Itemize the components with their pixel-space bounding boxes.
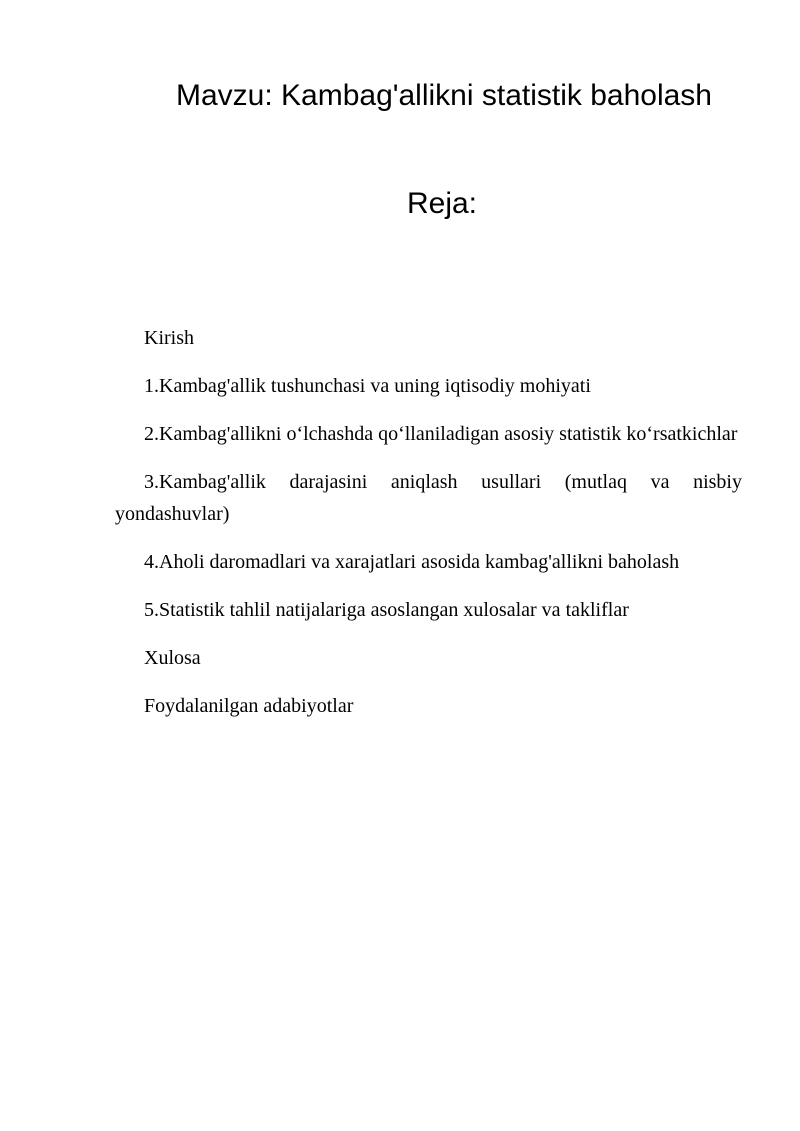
plan-item-introduction: Kirish — [144, 327, 194, 349]
plan-item-4: 4.Aholi daromadlari va xarajatlari asosida kambag'allikni baholash — [144, 551, 680, 573]
plan-item-5: 5.Statistik tahlil natijalariga asoslangan xulosalar va takliflar — [144, 599, 629, 621]
plan-item-2: 2.Kambag'allikni o‘lchashda qo‘llaniladigan asosiy statistik ko‘rsatkichlar — [144, 423, 738, 445]
plan-item-1: 1.Kambag'allik tushunchasi va uning iqtisodiy mohiyati — [144, 375, 591, 397]
plan-item-references: Foydalanilgan adabiyotlar — [144, 695, 354, 717]
plan-item-3: 3.Kambag'allik darajasini aniqlash usullari (mutlaq va nisbiy yondashuvlar) — [115, 471, 742, 525]
document-title: Mavzu: Kambag'allikni statistik baholash — [176, 79, 712, 112]
plan-list — [115, 322, 742, 738]
plan-heading: Reja: — [406, 187, 478, 220]
plan-item-conclusion: Xulosa — [144, 647, 201, 669]
